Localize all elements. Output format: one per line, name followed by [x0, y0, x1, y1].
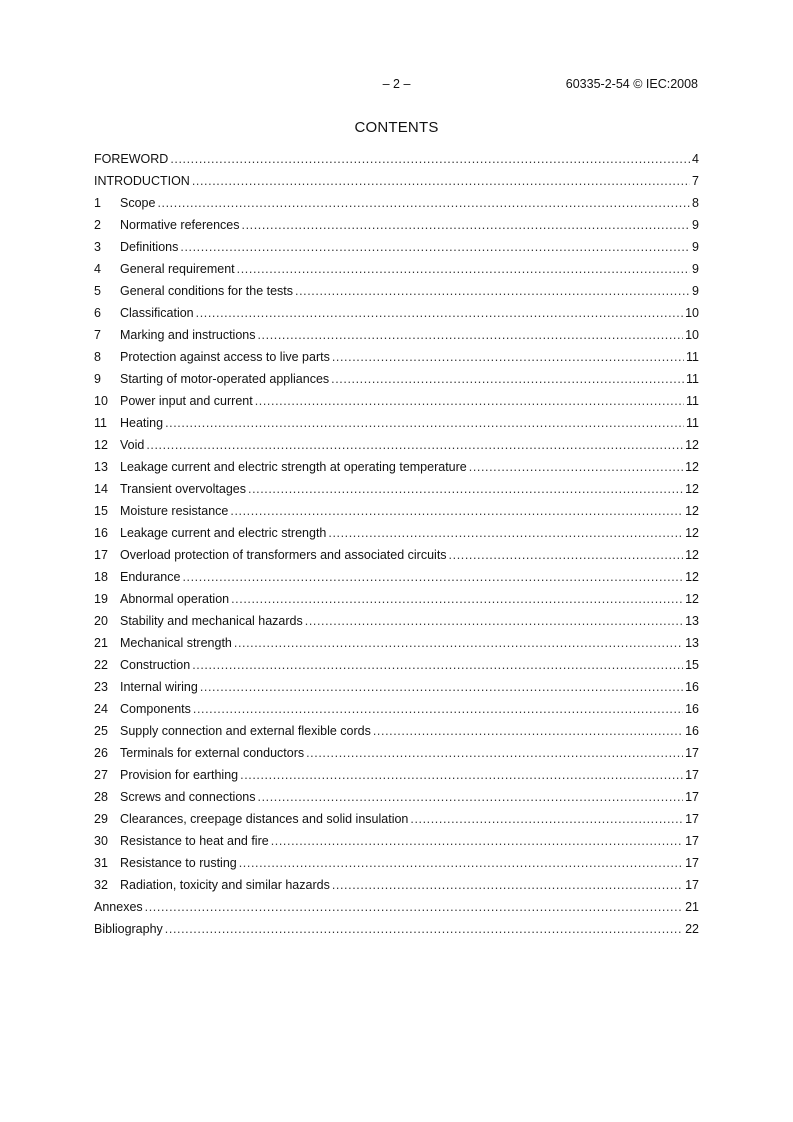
toc-dot-leader	[295, 283, 690, 299]
toc-entry-page: 9	[692, 218, 699, 232]
toc-entry-label: INTRODUCTION	[94, 174, 190, 188]
toc-entry-label: Heating	[120, 416, 164, 430]
toc-dot-leader	[242, 217, 691, 233]
page-title: CONTENTS	[354, 119, 439, 136]
toc-entry[interactable]	[94, 437, 699, 459]
toc-dot-leader	[231, 591, 683, 607]
toc-entry[interactable]	[94, 151, 699, 173]
toc-dot-leader	[331, 371, 684, 387]
toc-entry-label: Stability and mechanical hazards	[120, 614, 303, 628]
toc-entry-number: 3	[94, 240, 101, 254]
toc-entry-page: 9	[692, 262, 699, 276]
toc-dot-leader	[237, 261, 690, 277]
toc-entry-number: 15	[94, 504, 108, 518]
toc-entry-page: 16	[685, 680, 699, 694]
toc-entry-number: 27	[94, 768, 108, 782]
toc-entry-page: 12	[685, 438, 699, 452]
toc-entry-label: Clearances, creepage distances and solid insulation	[120, 812, 409, 826]
toc-entry[interactable]	[94, 217, 699, 239]
toc-entry[interactable]	[94, 789, 699, 811]
toc-dot-leader	[234, 635, 683, 651]
toc-entry-number: 28	[94, 790, 108, 804]
toc-entry-page: 11	[686, 416, 699, 430]
toc-entry-label: Annexes	[94, 900, 143, 914]
toc-dot-leader	[165, 415, 684, 431]
toc-entry[interactable]	[94, 547, 699, 569]
toc-dot-leader	[182, 569, 683, 585]
toc-entry-label: Resistance to rusting	[120, 856, 237, 870]
toc-entry-page: 4	[692, 152, 699, 166]
document-reference: 60335-2-54 © IEC:2008	[565, 77, 698, 91]
toc-entry-label: Provision for earthing	[120, 768, 239, 782]
toc-dot-leader	[255, 393, 684, 409]
toc-entry-number: 29	[94, 812, 108, 826]
toc-entry-number: 24	[94, 702, 108, 716]
toc-entry-label: Screws and connections	[120, 790, 256, 804]
toc-entry-label: Transient overvoltages	[120, 482, 246, 496]
toc-dot-leader	[248, 481, 683, 497]
toc-entry[interactable]	[94, 899, 699, 921]
toc-entry-number: 31	[94, 856, 108, 870]
toc-dot-leader	[146, 437, 683, 453]
toc-entry-page: 10	[685, 306, 699, 320]
toc-entry[interactable]	[94, 261, 699, 283]
toc-dot-leader	[332, 349, 684, 365]
toc-entry-label: Radiation, toxicity and similar hazards	[120, 878, 330, 892]
toc-entry[interactable]	[94, 305, 699, 327]
toc-entry-label: General conditions for the tests	[120, 284, 294, 298]
toc-entry-number: 14	[94, 482, 108, 496]
toc-entry-number: 10	[94, 394, 108, 408]
toc-entry-number: 9	[94, 372, 101, 386]
toc-dot-leader	[306, 745, 683, 761]
toc-dot-leader	[469, 459, 683, 475]
page-number: – 2 –	[382, 77, 411, 91]
toc-entry-page: 9	[692, 284, 699, 298]
toc-entry-number: 11	[94, 416, 107, 430]
toc-dot-leader	[305, 613, 683, 629]
toc-dot-leader	[196, 305, 683, 321]
page-header	[95, 77, 698, 93]
toc-entry-label: Marking and instructions	[120, 328, 256, 342]
toc-entry-label: Definitions	[120, 240, 179, 254]
toc-entry-page: 13	[685, 614, 699, 628]
toc-entry-label: Classification	[120, 306, 194, 320]
toc-dot-leader	[165, 921, 683, 937]
toc-entry[interactable]	[94, 723, 699, 745]
toc-entry-number: 23	[94, 680, 108, 694]
toc-entry-label: Void	[120, 438, 145, 452]
toc-entry-number: 20	[94, 614, 108, 628]
toc-entry-number: 5	[94, 284, 101, 298]
toc-entry[interactable]	[94, 811, 699, 833]
toc-entry-page: 15	[685, 658, 699, 672]
toc-entry-page: 12	[685, 570, 699, 584]
toc-entry[interactable]	[94, 701, 699, 723]
toc-entry[interactable]	[94, 195, 699, 217]
toc-entry-page: 17	[685, 878, 699, 892]
toc-entry-number: 7	[94, 328, 101, 342]
toc-entry-label: Overload protection of transformers and associated circuits	[120, 548, 447, 562]
toc-entry-page: 12	[685, 460, 699, 474]
toc-dot-leader	[200, 679, 683, 695]
toc-entry-label: Bibliography	[94, 922, 163, 936]
toc-entry[interactable]	[94, 327, 699, 349]
toc-entry-number: 13	[94, 460, 108, 474]
toc-entry-page: 9	[692, 240, 699, 254]
toc-dot-leader	[192, 173, 690, 189]
toc-entry[interactable]	[94, 239, 699, 261]
toc-entry-number: 12	[94, 438, 108, 452]
toc-entry[interactable]	[94, 415, 699, 437]
toc-entry[interactable]	[94, 921, 699, 943]
toc-dot-leader	[193, 701, 683, 717]
toc-dot-leader	[239, 855, 683, 871]
toc-entry-label: Terminals for external conductors	[120, 746, 305, 760]
toc-dot-leader	[328, 525, 683, 541]
toc-dot-leader	[449, 547, 684, 563]
toc-entry-number: 16	[94, 526, 108, 540]
toc-entry-page: 12	[685, 526, 699, 540]
toc-entry-label: Mechanical strength	[120, 636, 232, 650]
toc-entry-page: 12	[685, 482, 699, 496]
toc-entry-label: Starting of motor-operated appliances	[120, 372, 330, 386]
toc-entry[interactable]	[94, 349, 699, 371]
toc-entry-number: 8	[94, 350, 101, 364]
toc-entry-number: 2	[94, 218, 101, 232]
toc-entry-label: Internal wiring	[120, 680, 198, 694]
toc-entry-page: 16	[685, 724, 699, 738]
toc-dot-leader	[180, 239, 690, 255]
toc-dot-leader	[240, 767, 683, 783]
toc-entry-label: Leakage current and electric strength	[120, 526, 327, 540]
toc-entry-page: 21	[685, 900, 699, 914]
toc-entry-label: Protection against access to live parts	[120, 350, 330, 364]
toc-entry-page: 11	[686, 372, 699, 386]
toc-entry-label: Scope	[120, 196, 156, 210]
toc-entry[interactable]	[94, 569, 699, 591]
toc-entry-page: 12	[685, 504, 699, 518]
toc-entry[interactable]	[94, 591, 699, 613]
toc-entry[interactable]	[94, 635, 699, 657]
toc-entry[interactable]	[94, 657, 699, 679]
toc-entry-label: Normative references	[120, 218, 240, 232]
toc-entry-label: Abnormal operation	[120, 592, 230, 606]
toc-entry-number: 21	[94, 636, 108, 650]
toc-entry[interactable]	[94, 613, 699, 635]
toc-entry-number: 6	[94, 306, 101, 320]
toc-dot-leader	[230, 503, 683, 519]
toc-entry-number: 4	[94, 262, 101, 276]
toc-entry-number: 19	[94, 592, 108, 606]
toc-entry-number: 1	[94, 196, 101, 210]
toc-entry-number: 30	[94, 834, 108, 848]
toc-entry[interactable]	[94, 393, 699, 415]
toc-entry-page: 17	[685, 768, 699, 782]
toc-entry[interactable]	[94, 503, 699, 525]
toc-entry-page: 11	[686, 394, 699, 408]
toc-entry-label: Power input and current	[120, 394, 253, 408]
toc-entry-label: Components	[120, 702, 191, 716]
toc-entry[interactable]	[94, 459, 699, 481]
toc-entry[interactable]	[94, 481, 699, 503]
toc-entry-page: 22	[685, 922, 699, 936]
toc-entry-page: 11	[686, 350, 699, 364]
toc-entry-page: 13	[685, 636, 699, 650]
toc-entry[interactable]	[94, 679, 699, 701]
toc-entry-page: 10	[685, 328, 699, 342]
toc-entry[interactable]	[94, 833, 699, 855]
toc-entry[interactable]	[94, 767, 699, 789]
toc-entry-label: Resistance to heat and fire	[120, 834, 269, 848]
toc-entry-page: 17	[685, 790, 699, 804]
toc-entry-label: Supply connection and external flexible cords	[120, 724, 371, 738]
toc-entry[interactable]	[94, 877, 699, 899]
toc-dot-leader	[410, 811, 683, 827]
toc-entry-page: 16	[685, 702, 699, 716]
toc-entry-number: 17	[94, 548, 108, 562]
toc-dot-leader	[258, 789, 684, 805]
toc-entry-label: Leakage current and electric strength at operating temperature	[120, 460, 467, 474]
toc-entry-number: 32	[94, 878, 108, 892]
toc-entry-page: 12	[685, 592, 699, 606]
toc-dot-leader	[157, 195, 690, 211]
toc-entry-number: 25	[94, 724, 108, 738]
toc-dot-leader	[145, 899, 683, 915]
toc-dot-leader	[271, 833, 683, 849]
table-of-contents	[94, 151, 699, 943]
toc-entry-label: General requirement	[120, 262, 235, 276]
toc-dot-leader	[170, 151, 690, 167]
toc-dot-leader	[192, 657, 683, 673]
toc-dot-leader	[332, 877, 683, 893]
toc-entry-page: 17	[685, 834, 699, 848]
toc-entry-page: 17	[685, 746, 699, 760]
toc-entry-label: Endurance	[120, 570, 181, 584]
toc-entry-number: 22	[94, 658, 108, 672]
toc-entry-page: 17	[685, 856, 699, 870]
toc-entry[interactable]	[94, 283, 699, 305]
toc-entry[interactable]	[94, 855, 699, 877]
toc-entry[interactable]	[94, 371, 699, 393]
toc-entry[interactable]	[94, 525, 699, 547]
toc-entry[interactable]	[94, 173, 699, 195]
toc-entry[interactable]	[94, 745, 699, 767]
toc-entry-page: 17	[685, 812, 699, 826]
toc-dot-leader	[257, 327, 683, 343]
toc-dot-leader	[373, 723, 683, 739]
toc-entry-number: 26	[94, 746, 108, 760]
toc-entry-label: FOREWORD	[94, 152, 169, 166]
toc-entry-page: 7	[692, 174, 699, 188]
toc-entry-page: 8	[692, 196, 699, 210]
toc-entry-label: Construction	[120, 658, 191, 672]
toc-entry-page: 12	[685, 548, 699, 562]
toc-entry-label: Moisture resistance	[120, 504, 229, 518]
toc-entry-number: 18	[94, 570, 108, 584]
